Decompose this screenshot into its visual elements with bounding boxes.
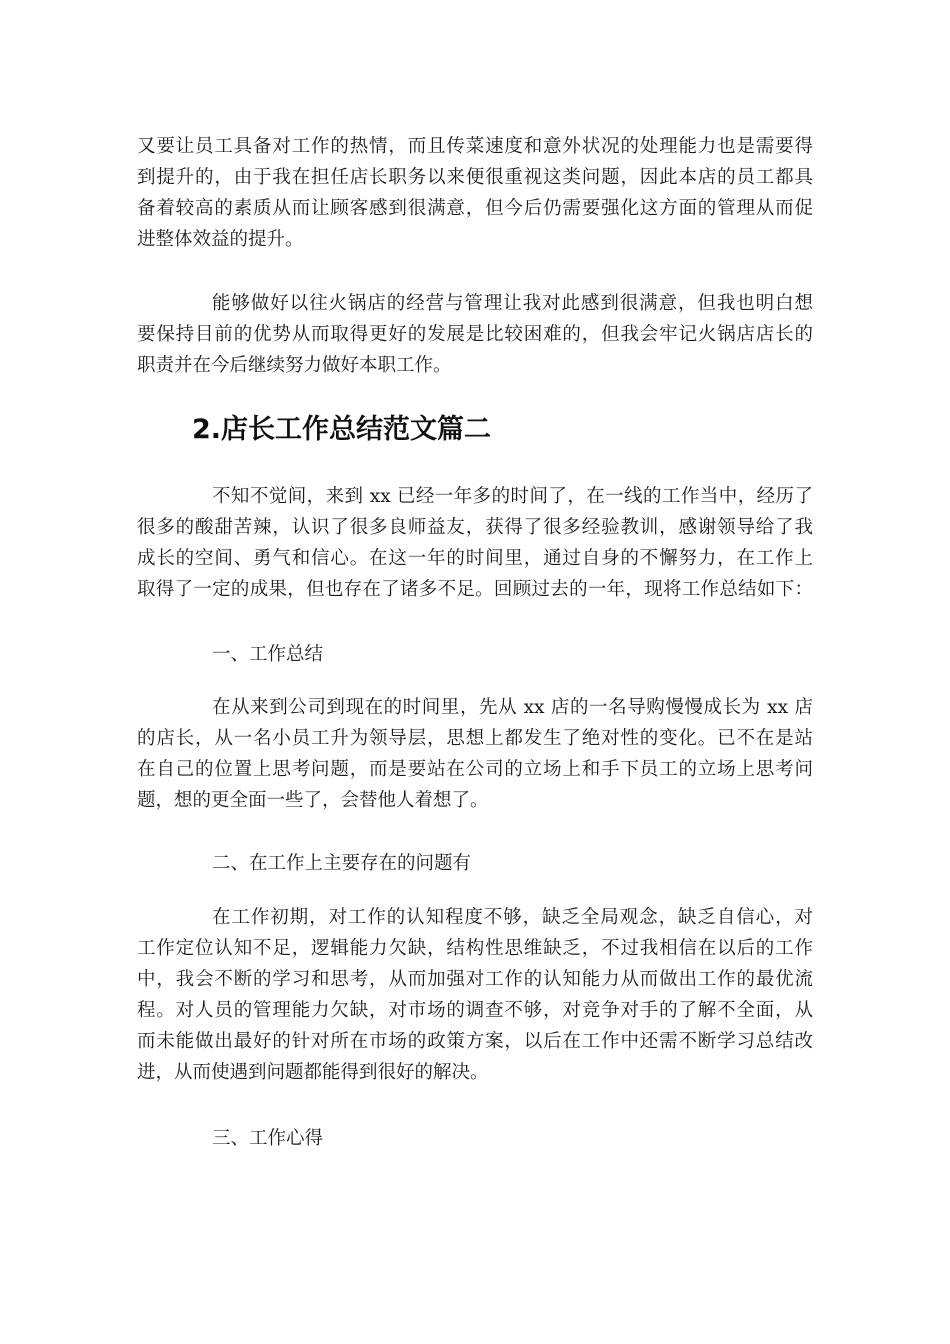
paragraph-conclusion: [137, 288, 813, 381]
subsection-title-insights: 三、工作心得: [212, 1128, 324, 1149]
text-line: 题，想的更全面一些了，会替他人着想了。: [137, 790, 489, 811]
paragraph-intro: [137, 481, 813, 605]
text-line: 在从来到公司到现在的时间里，先从 xx 店的一名导购慢慢成长为 xx 店: [212, 697, 813, 718]
paragraph-problems: [137, 902, 813, 1088]
text-line: 在自己的位置上思考问题，而是要站在公司的立场上和手下员工的立场上思考问: [137, 759, 813, 780]
text-line: 很多的酸甜苦辣，认识了很多良师益友，获得了很多经验教训，感谢领导给了我: [137, 517, 813, 538]
text-line: 不知不觉间，来到 xx 已经一年多的时间了，在一线的工作当中，经历了: [212, 486, 813, 507]
text-line: 又要让员工具备对工作的热情，而且传菜速度和意外状况的处理能力也是需要得: [137, 136, 813, 157]
text-line: 工作定位认知不足，逻辑能力欠缺，结构性思维缺乏，不过我相信在以后的工作: [137, 938, 813, 959]
paragraph-work-summary: [137, 692, 813, 816]
subsection-title-work-summary: 一、工作总结: [212, 644, 324, 665]
text-line: 而未能做出最好的针对所在市场的政策方案，以后在工作中还需不断学习总结改: [137, 1031, 813, 1052]
text-line: 到提升的，由于我在担任店长职务以来便很重视这类问题，因此本店的员工都具: [137, 167, 813, 188]
text-line: 备着较高的素质从而让顾客感到很满意，但今后仍需要强化这方面的管理从而促: [137, 198, 813, 219]
text-line: 的店长，从一名小员工升为领导层，思想上都发生了绝对性的变化。已不在是站: [137, 728, 813, 749]
section-heading: 2.店长工作总结范文篇二: [192, 414, 492, 445]
text-line: 成长的空间、勇气和信心。在这一年的时间里，通过自身的不懈努力，在工作上: [137, 548, 813, 569]
text-line: 取得了一定的成果，但也存在了诸多不足。回顾过去的一年，现将工作总结如下：: [137, 579, 813, 600]
text-line: 程。对人员的管理能力欠缺，对市场的调查不够，对竞争对手的了解不全面，从: [137, 1000, 813, 1021]
subsection-title-problems: 二、在工作上主要存在的问题有: [212, 853, 472, 874]
text-line: 职责并在今后继续努力做好本职工作。: [137, 355, 452, 376]
text-line: 进，从而使遇到问题都能得到很好的解决。: [137, 1062, 489, 1083]
text-line: 在工作初期，对工作的认知程度不够，缺乏全局观念，缺乏自信心，对: [212, 907, 813, 928]
paragraph-continuation: [137, 131, 813, 255]
text-line: 中，我会不断的学习和思考，从而加强对工作的认知能力从而做出工作的最优流: [137, 969, 813, 990]
text-line: 能够做好以往火锅店的经营与管理让我对此感到很满意，但我也明白想: [212, 293, 813, 314]
text-line: 进整体效益的提升。: [137, 229, 304, 250]
text-line: 要保持目前的优势从而取得更好的发展是比较困难的，但我会牢记火锅店店长的: [137, 324, 813, 345]
